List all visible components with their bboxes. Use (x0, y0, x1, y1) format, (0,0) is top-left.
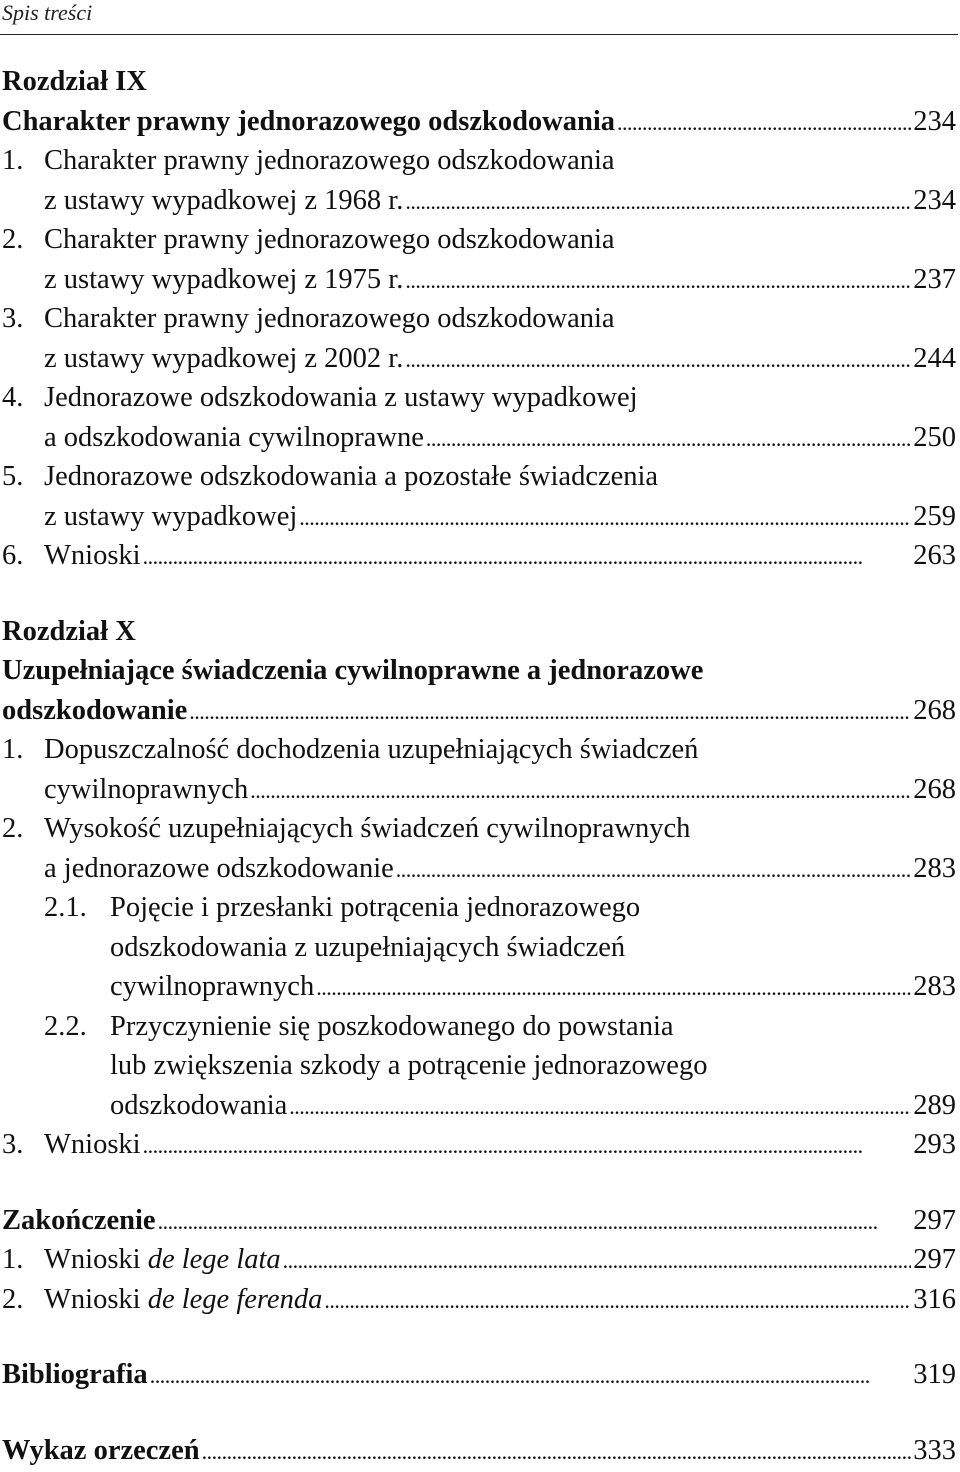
item-text: z ustawy wypadkowej z 1968 r. (44, 184, 404, 216)
leader-dots (405, 260, 911, 301)
item-number: 2.1. (44, 892, 87, 923)
leader-dots (158, 1201, 912, 1242)
item-text: z ustawy wypadkowej z 1975 r. (44, 263, 404, 295)
header-rule (0, 34, 958, 35)
item-text: Charakter prawny jednorazowego odszkodowania (44, 303, 615, 334)
item-text: Wysokość uzupełniających świadczeń cywilnoprawnych (44, 813, 691, 844)
leader-dots (396, 849, 911, 890)
item-text: odszkodowania (110, 1089, 288, 1121)
leader-dots (289, 1086, 911, 1127)
page-number: 319 (913, 1359, 956, 1390)
leader-dots (143, 1125, 912, 1166)
leader-dots (150, 1355, 912, 1396)
toc-item-9-1-line1 (2, 141, 956, 181)
item-text: a jednorazowe odszkodowanie (44, 852, 394, 884)
item-text: Wnioski (44, 1283, 148, 1315)
page-number: 268 (913, 773, 956, 805)
item-number: 5. (2, 461, 24, 492)
toc-item-9-4-line2[interactable] (2, 418, 956, 458)
toc-item-9-6[interactable] (2, 536, 956, 576)
item-italic-text: de lege lata (147, 1244, 281, 1275)
bibliography-title: Bibliografia (2, 1359, 148, 1390)
leader-dots (250, 770, 911, 811)
page-number: 268 (913, 694, 956, 726)
item-number: 4. (2, 382, 24, 413)
item-number: 3. (2, 1129, 24, 1160)
page-number: 297 (913, 1244, 956, 1275)
item-text: a odszkodowania cywilnoprawne (44, 421, 424, 453)
toc-item-10-2-1-line1 (2, 888, 956, 928)
page-number: 293 (913, 1129, 956, 1160)
toc-item-9-4-line1 (2, 378, 956, 418)
chapter-9-label: Rozdział IX (2, 66, 147, 97)
page-number: 263 (913, 540, 956, 571)
item-text: Wnioski (44, 1129, 141, 1160)
leader-dots (316, 967, 911, 1008)
toc-item-10-1-line2[interactable] (2, 770, 956, 810)
cases-entry[interactable] (2, 1431, 956, 1471)
page-number: 297 (913, 1204, 956, 1236)
leader-dots (426, 418, 911, 459)
page-number: 244 (913, 342, 956, 374)
toc-item-9-3-line1 (2, 299, 956, 339)
toc-conclusion-2[interactable] (2, 1280, 956, 1320)
toc-item-10-2-2-line3[interactable] (2, 1086, 956, 1126)
conclusion-title: Zakończenie (2, 1204, 156, 1236)
item-text: Dopuszczalność dochodzenia uzupełniających świadczeń (44, 734, 699, 765)
toc-item-10-2-2-line1 (2, 1007, 956, 1047)
leader-dots (324, 1280, 911, 1321)
page-number: 234 (913, 184, 956, 216)
leader-dots (299, 497, 911, 538)
page-number: 237 (913, 263, 956, 295)
item-text: cywilnoprawnych (44, 773, 249, 805)
section-gap (2, 1319, 956, 1355)
leader-dots (189, 691, 911, 732)
item-italic-text: de lege ferenda (147, 1283, 323, 1315)
toc-item-9-1-line2[interactable] (2, 181, 956, 221)
conclusion-entry[interactable] (2, 1201, 956, 1241)
item-text: Wnioski (44, 1244, 148, 1275)
item-number: 1. (2, 145, 24, 176)
item-text: z ustawy wypadkowej z 2002 r. (44, 342, 404, 374)
leader-dots (283, 1240, 912, 1281)
bibliography-entry[interactable] (2, 1355, 956, 1395)
item-text: Wnioski (44, 540, 141, 571)
page-number: 316 (913, 1283, 956, 1315)
toc-item-9-2-line1 (2, 220, 956, 260)
item-text: Pojęcie i przesłanki potrącenia jednorazowego (110, 892, 641, 923)
page-number: 289 (913, 1089, 956, 1121)
page-number: 234 (913, 105, 956, 137)
chapter-10-label: Rozdział X (2, 615, 136, 647)
toc-item-10-2-line2[interactable] (2, 849, 956, 889)
toc-item-9-5-line2[interactable] (2, 497, 956, 537)
toc-conclusion-1[interactable] (2, 1240, 956, 1280)
item-text: z ustawy wypadkowej (44, 500, 298, 532)
leader-dots (143, 536, 912, 577)
chapter-10-title-entry[interactable] (2, 691, 956, 731)
item-number: 2. (2, 224, 24, 255)
item-number: 2. (2, 813, 24, 844)
leader-dots (617, 102, 911, 143)
toc-item-10-2-1-line3[interactable] (2, 967, 956, 1007)
page-number: 333 (913, 1434, 956, 1466)
page-number: 283 (913, 971, 956, 1002)
item-text: Charakter prawny jednorazowego odszkodowania (44, 224, 615, 255)
toc-item-10-3[interactable] (2, 1125, 956, 1165)
item-text: Jednorazowe odszkodowania a pozostałe świadczenia (44, 461, 659, 492)
toc-item-10-2-2-line2: lub zwiększenia szkody a potrącenie jednorazowego (110, 1050, 708, 1081)
toc-item-10-2-line1 (2, 809, 956, 849)
toc-item-9-5-line1 (2, 457, 956, 497)
item-number: 6. (2, 540, 24, 571)
item-text: Przyczynienie się poszkodowanego do powstania (110, 1010, 674, 1042)
running-head: Spis treści (2, 0, 93, 25)
item-text: cywilnoprawnych (110, 971, 315, 1002)
cases-title: Wykaz orzeczeń (2, 1434, 200, 1466)
toc-item-10-1-line1 (2, 730, 956, 770)
chapter-10-title-line2: odszkodowanie (2, 694, 188, 726)
chapter-9-title-entry[interactable] (2, 102, 956, 142)
leader-dots (202, 1431, 912, 1472)
item-number: 2.2. (44, 1010, 87, 1042)
chapter-10-title-line1: Uzupełniające świadczenia cywilnoprawne a jednorazowe (2, 655, 704, 686)
toc-item-9-3-line2[interactable] (2, 339, 956, 379)
item-number: 3. (2, 303, 24, 334)
page-number: 283 (913, 852, 956, 884)
item-text: Charakter prawny jednorazowego odszkodowania (44, 145, 615, 176)
item-text: Jednorazowe odszkodowania z ustawy wypadkowej (44, 382, 638, 413)
section-gap (2, 1165, 956, 1201)
leader-dots (405, 181, 911, 222)
item-number: 2. (2, 1283, 24, 1315)
toc-item-9-2-line2[interactable] (2, 260, 956, 300)
item-number: 1. (2, 1244, 24, 1275)
item-number: 1. (2, 734, 24, 765)
table-of-contents (2, 62, 956, 1470)
page-number: 250 (913, 421, 956, 453)
section-gap (2, 1395, 956, 1431)
leader-dots (405, 339, 911, 380)
page-number: 259 (913, 500, 956, 532)
chapter-9-title: Charakter prawny jednorazowego odszkodowania (2, 105, 616, 137)
section-gap (2, 576, 956, 612)
toc-item-10-2-1-line2: odszkodowania z uzupełniających świadczeń (110, 931, 626, 963)
